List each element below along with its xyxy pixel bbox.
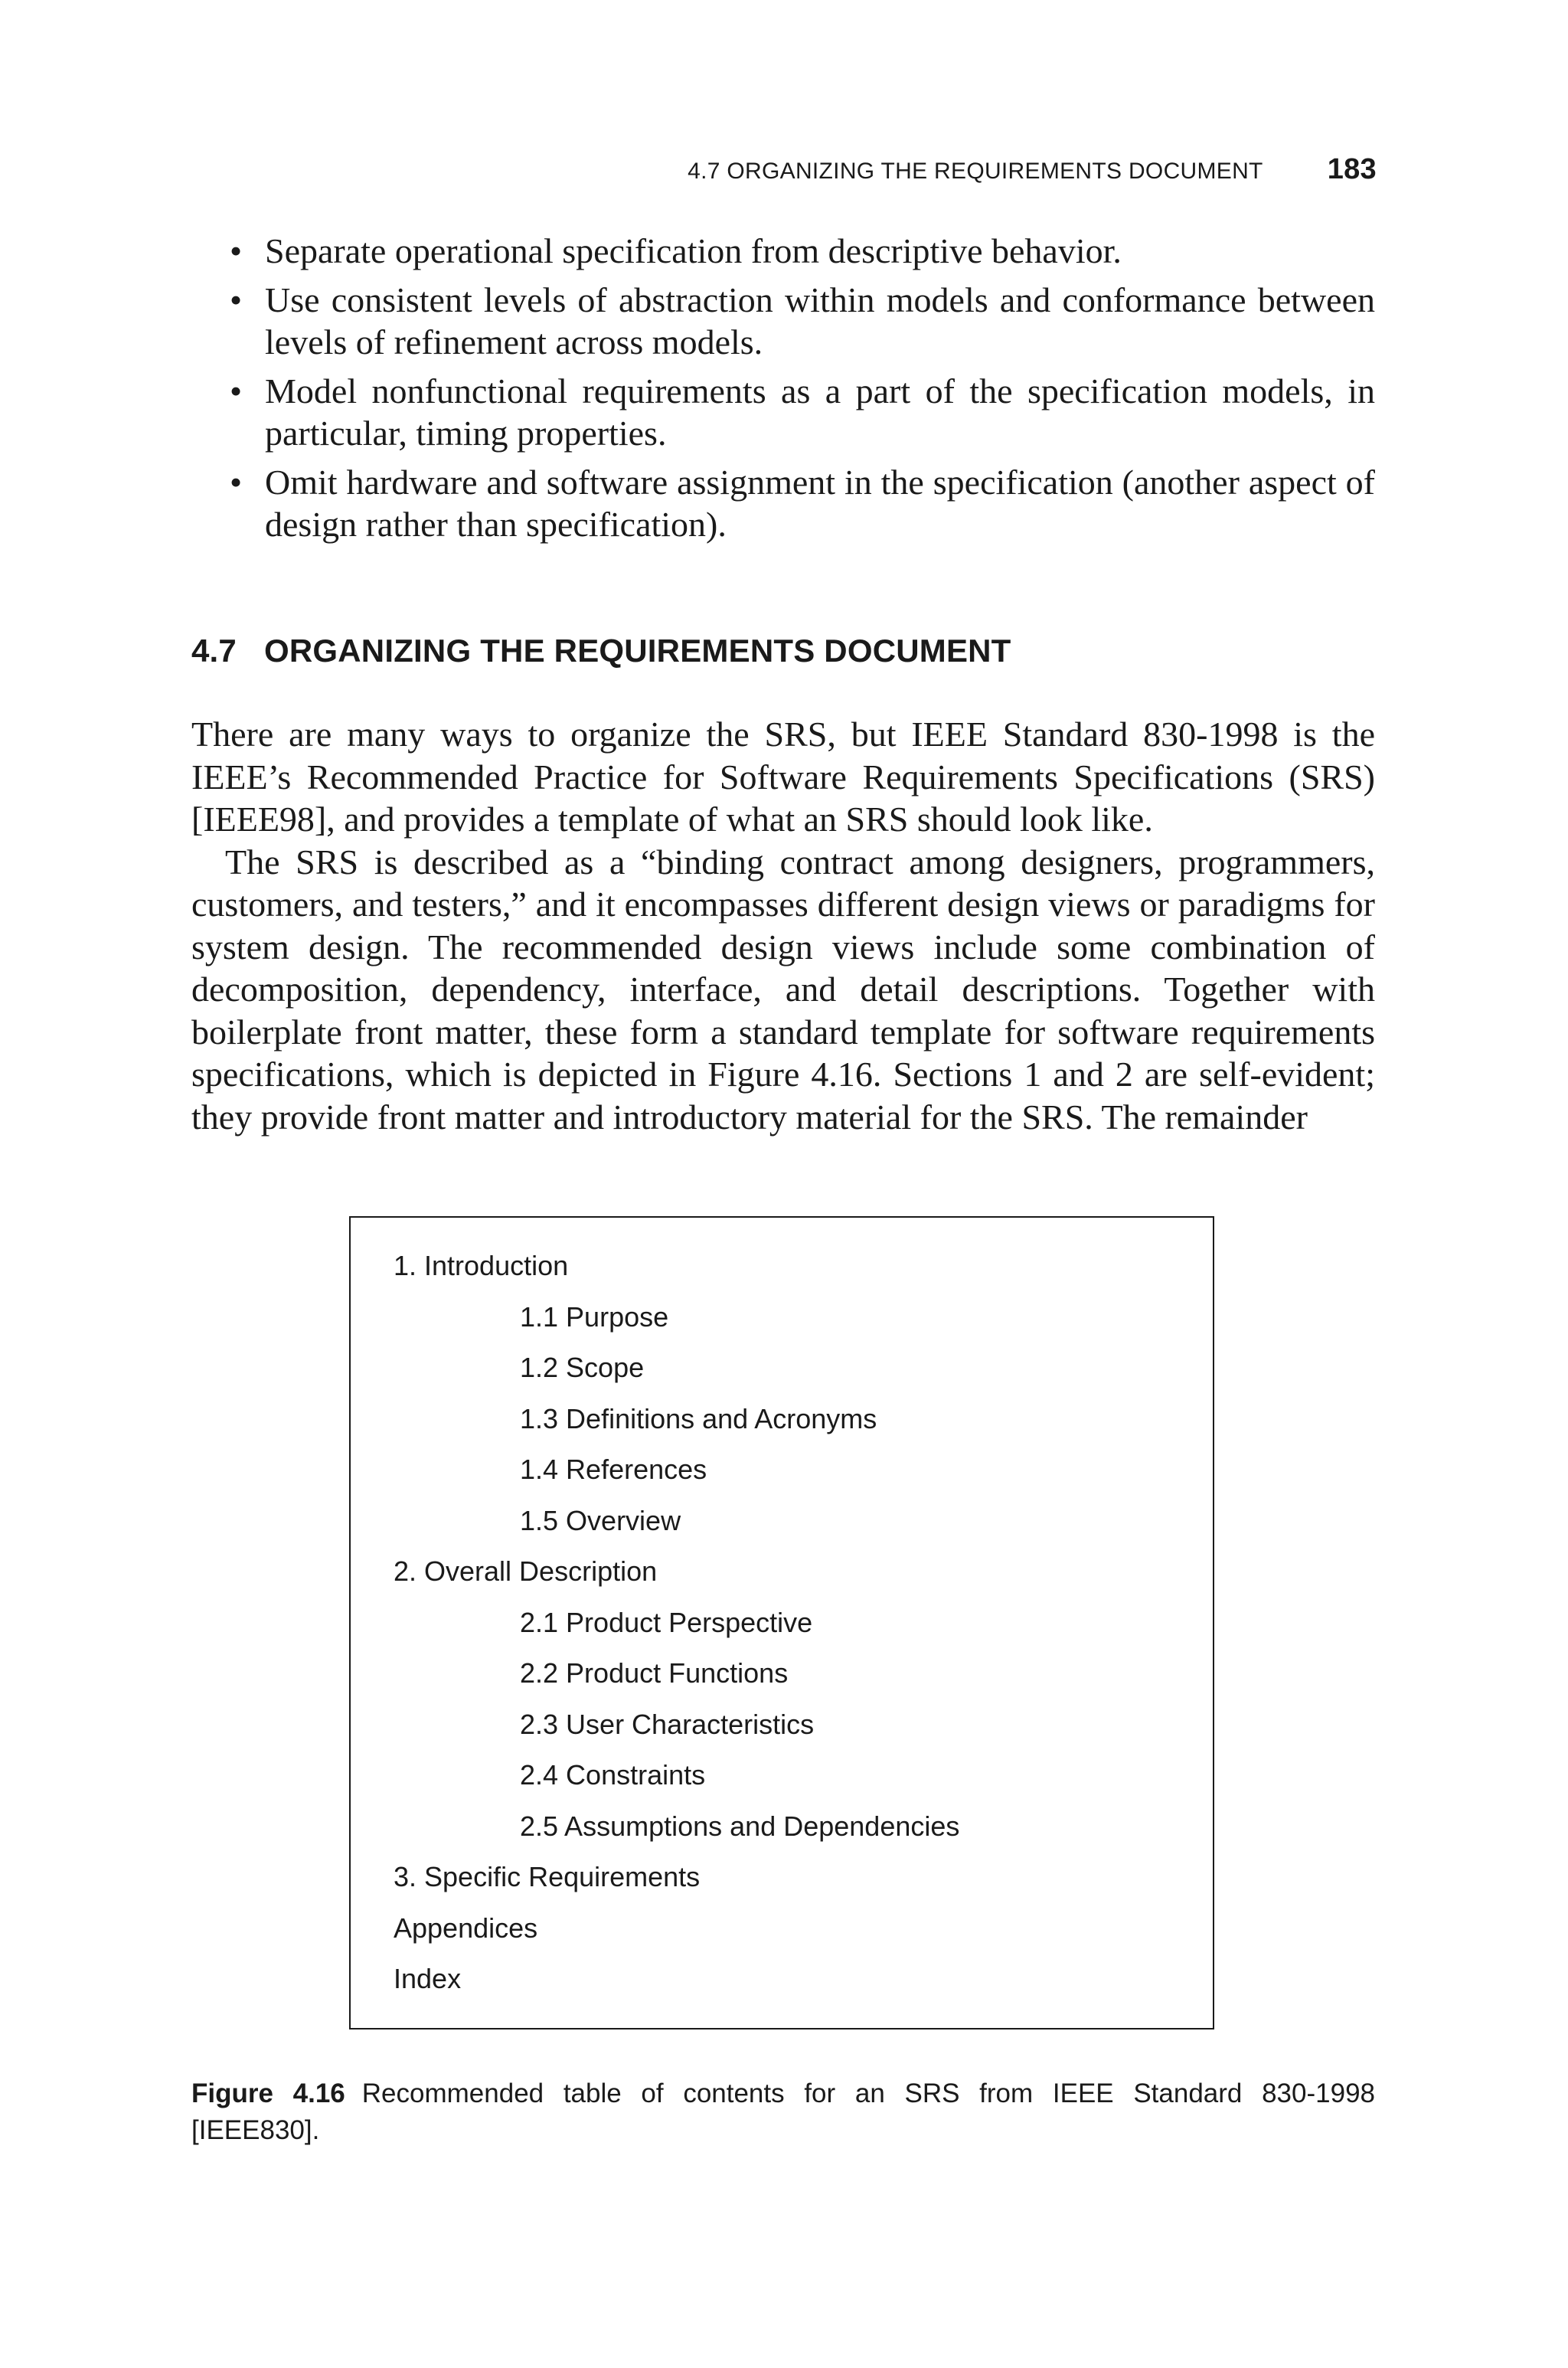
figure-label: Figure 4.16 (191, 2079, 345, 2108)
figure-caption-text: Recommended table of contents for an SRS from IEEE Standard 830-1998 [IEEE830]. (191, 2079, 1375, 2145)
toc-subentry: 2.4 Constraints (520, 1759, 706, 1791)
toc-subentry: 2.5 Assumptions and Dependencies (520, 1810, 960, 1842)
running-header (688, 153, 1377, 186)
bullet-icon: • (230, 462, 243, 502)
bullet-item (227, 230, 1375, 273)
toc-subentry: 1.4 References (520, 1454, 707, 1485)
toc-subentry: 2.2 Product Functions (520, 1657, 789, 1689)
toc-subentry: 1.2 Scope (520, 1352, 645, 1383)
bullet-icon: • (230, 280, 243, 319)
paragraph: There are many ways to organize the SRS, but IEEE Standard 830-1998 is the IEEE’s Recommended Practice for Software Requirements Specifications (SRS) [IEEE98], and provides a template of what an SRS should look like. (191, 715, 1375, 839)
body-paragraphs (191, 713, 1375, 1138)
figure-box (349, 1216, 1214, 2029)
running-title: 4.7 ORGANIZING THE REQUIREMENTS DOCUMENT (688, 159, 1263, 184)
bullet-list (227, 230, 1375, 552)
toc-subentry: 2.3 User Characteristics (520, 1708, 815, 1740)
toc-list (394, 1241, 959, 2005)
toc-entry: 3. Specific Requirements (394, 1861, 701, 1892)
bullet-text: Separate operational specification from descriptive behavior. (265, 231, 1122, 270)
bullet-item (227, 279, 1375, 364)
section-title: ORGANIZING THE REQUIREMENTS DOCUMENT (264, 633, 1011, 669)
toc-entry: Index (394, 1963, 462, 1994)
bullet-text: Use consistent levels of abstraction within models and conformance between levels of refinement across models. (265, 280, 1375, 361)
toc-subentry: 2.1 Product Perspective (520, 1606, 813, 1638)
bullet-icon: • (230, 231, 243, 270)
toc-subentry: 1.5 Overview (520, 1504, 681, 1536)
toc-subentry: 1.3 Definitions and Acronyms (520, 1402, 877, 1434)
toc-entry: 1. Introduction (394, 1250, 569, 1281)
bullet-text: Model nonfunctional requirements as a part of the specification models, in particular, timing properties. (265, 371, 1375, 453)
toc-entry: Appendices (394, 1912, 538, 1944)
paragraph: The SRS is described as a “binding contract among designers, programmers, customers, and testers,” and it encompasses different design views or paradigms for system design. The recommended design views include some combination of decomposition, dependency, interface, and detail descriptions. Together with boilerplate front matter, these form a standard template for software requirements specifications, which is depicted in Figure 4.16. Sections 1 and 2 are self-evident; they provide front matter and introductory material for the SRS. The remainder (191, 842, 1375, 1137)
bullet-item (227, 461, 1375, 546)
bullet-icon: • (230, 371, 243, 410)
page-number: 183 (1327, 153, 1377, 185)
bullet-text: Omit hardware and software assignment in the specification (another aspect of design rather than specification). (265, 462, 1375, 544)
section-number: 4.7 (191, 633, 237, 669)
bullet-item (227, 370, 1375, 455)
toc-subentry: 1.1 Purpose (520, 1300, 669, 1333)
figure-caption (191, 2075, 1375, 2149)
toc-entry: 2. Overall Description (394, 1555, 658, 1587)
section-heading (191, 633, 1011, 669)
